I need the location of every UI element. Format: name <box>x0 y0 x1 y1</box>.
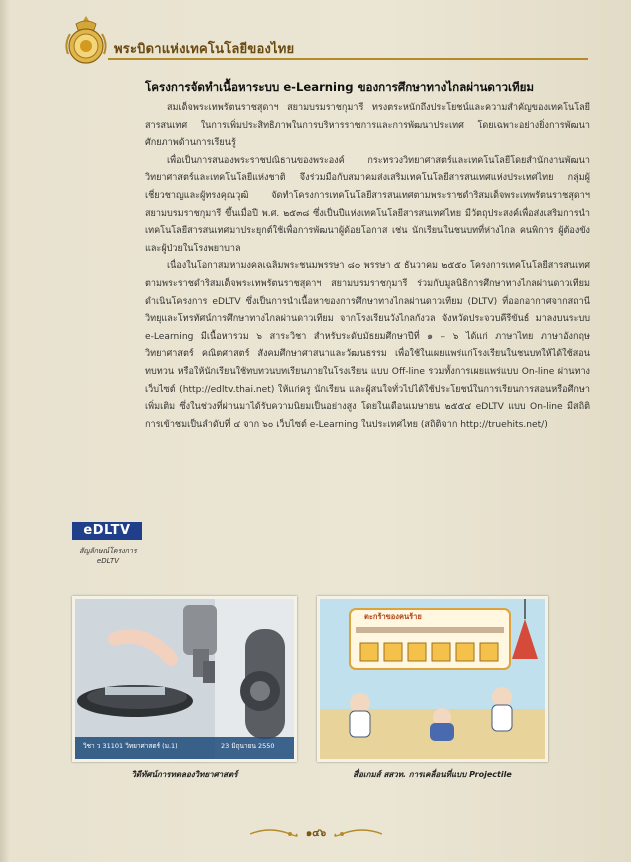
microscope-illustration <box>75 599 294 759</box>
article-body <box>145 100 590 434</box>
paragraph: สมเด็จพระเทพรัตนราชสุดาฯ สยามบรมราชกุมารี ทรงตระหนักถึงประโยชน์และความสำคัญของเทคโนโลยีสารสนเทศ ในการเพิ่มประสิทธิภาพในการบริหารราชการและการพัฒนาประเทศ โดยเฉพาะอย่างยิ่งการพัฒนาศักยภาพด้านการเรียนรู้ <box>145 103 590 149</box>
photo-caption-right: สื่อเกมส์ สสวท. การเคลื่อนที่แบบ Projectile <box>353 770 512 779</box>
game-screenshot <box>317 596 548 762</box>
game-illustration <box>320 599 545 759</box>
page-number: ๑๔๖ <box>305 828 327 839</box>
microscope-photo <box>72 596 297 762</box>
header-title: พระบิดาแห่งเทคโนโลยีของไทย <box>114 42 295 57</box>
article-title: โครงการจัดทำเนื้อหาระบบ e-Learning ของการศึกษาทางไกลผ่านดาวเทียม <box>145 80 535 94</box>
edltv-logo: eDLTV <box>72 522 142 540</box>
paragraph: เพื่อเป็นการสนองพระราชปณิธานของพระองค์ กระทรวงวิทยาศาสตร์และเทคโนโลยีโดยสำนักงานพัฒนาวิทยาศาสตร์และเทคโนโลยีแห่งชาติ จึงร่วมมือกับสมาคมส่งเสริมเทคโนโลยีสารสนเทศแห่งประเทศไทย กลุ่มผู้เชี่ยวชาญและผู้ทรงคุณวุฒิ จัดทำโครงการเทคโนโลยีสารสนเทศตามพระราชดำริสมเด็จพระเทพรัตนราชสุดาฯ สยามบรมราชกุมารี ขึ้นเมื่อปี พ.ศ. ๒๕๓๘ ซึ่งเป็นปีแห่งเทคโนโลยีสารสนเทศไทย มีวัตถุประสงค์เพื่อส่งเสริมการนำเทคโนโลยีสารสนเทศมาประยุกต์ใช้เพื่อการพัฒนาผู้ด้อยโอกาส เช่น นักเรียนในชนบทที่ห่างไกล คนพิการ ผู้ต้องขัง และผู้ป่วยในโรงพยาบาล <box>145 155 590 254</box>
paragraph: เนื่องในโอกาสมหามงคลเฉลิมพระชนมพรรษา ๘๐ พรรษา ๕ ธันวาคม ๒๕๕๐ โครงการเทคโนโลยีสารสนเทศตามพระราชดำริสมเด็จพระเทพรัตนราชสุดาฯ สยามบรมราชกุมารี ร่วมกับมูลนิธิการศึกษาทางไกลผ่านดาวเทียม ดำเนินโครงการ eDLTV ซึ่งเป็นการนำเนื้อหาของการศึกษาทางไกลผ่านดาวเทียม (DLTV) ที่ออกอากาศจากสถานีวิทยุและโทรทัศน์การศึกษาทางไกลผ่านดาวเทียม จากโรงเรียนวังไกลกังวล จังหวัดประจวบคีรีขันธ์ มาลงบนระบบ e-Learning มีเนื้อหารวม ๖ สาระวิชา สำหรับระดับมัธยมศึกษาปีที่ ๑ – ๖ ได้แก่ ภาษาไทย ภาษาอังกฤษ วิทยาศาสตร์ คณิตศาสตร์ สังคมศึกษาศาสนาและวัฒนธรรม เพื่อใช้ในเผยแพร่แก่โรงเรียนในชนบทให้ได้ใช้สอน ทบทวน หรือให้นักเรียนใช้ทบทวนบทเรียนภายในโรงเรียน แบบ Off-line รวมทั้งการเผยแพร่แบบ On-line ผ่านทางเว็บไซต์ (http://edltv.thai.net) ให้แก่ครู นักเรียน และผู้สนใจทั่วไปได้ใช้ประโยชน์ในการเรียนการสอนหรือศึกษาเพิ่มเติม ซึ่งในช่วงที่ผ่านมาได้รับความนิยมเป็นอย่างสูง โดยในเดือนเมษายน ๒๕๕๔ eDLTV แบบ On-line มีสถิติการเข้าชมเป็นลำดับที่ ๔ จาก ๖๐ เว็บไซต์ e-Learning ในประเทศไทย (สถิติจาก http://truehits.net/) <box>145 261 590 430</box>
game-screen-title: ตะกร้าของคนร้าย <box>364 612 422 621</box>
photo-caption-left: วิดีทัศน์การทดลองวิทยาศาสตร์ <box>131 770 238 779</box>
header-divider <box>108 58 588 60</box>
royal-emblem-icon <box>62 14 110 68</box>
photo-overlay-date: 23 มิถุนายน 2550 <box>221 742 275 750</box>
edltv-logo-caption: สัญลักษณ์โครงการ eDLTV <box>79 547 137 565</box>
photo-overlay-subject: วิชา ว 31101 วิทยาศาสตร์ (ม.1) <box>83 742 178 750</box>
